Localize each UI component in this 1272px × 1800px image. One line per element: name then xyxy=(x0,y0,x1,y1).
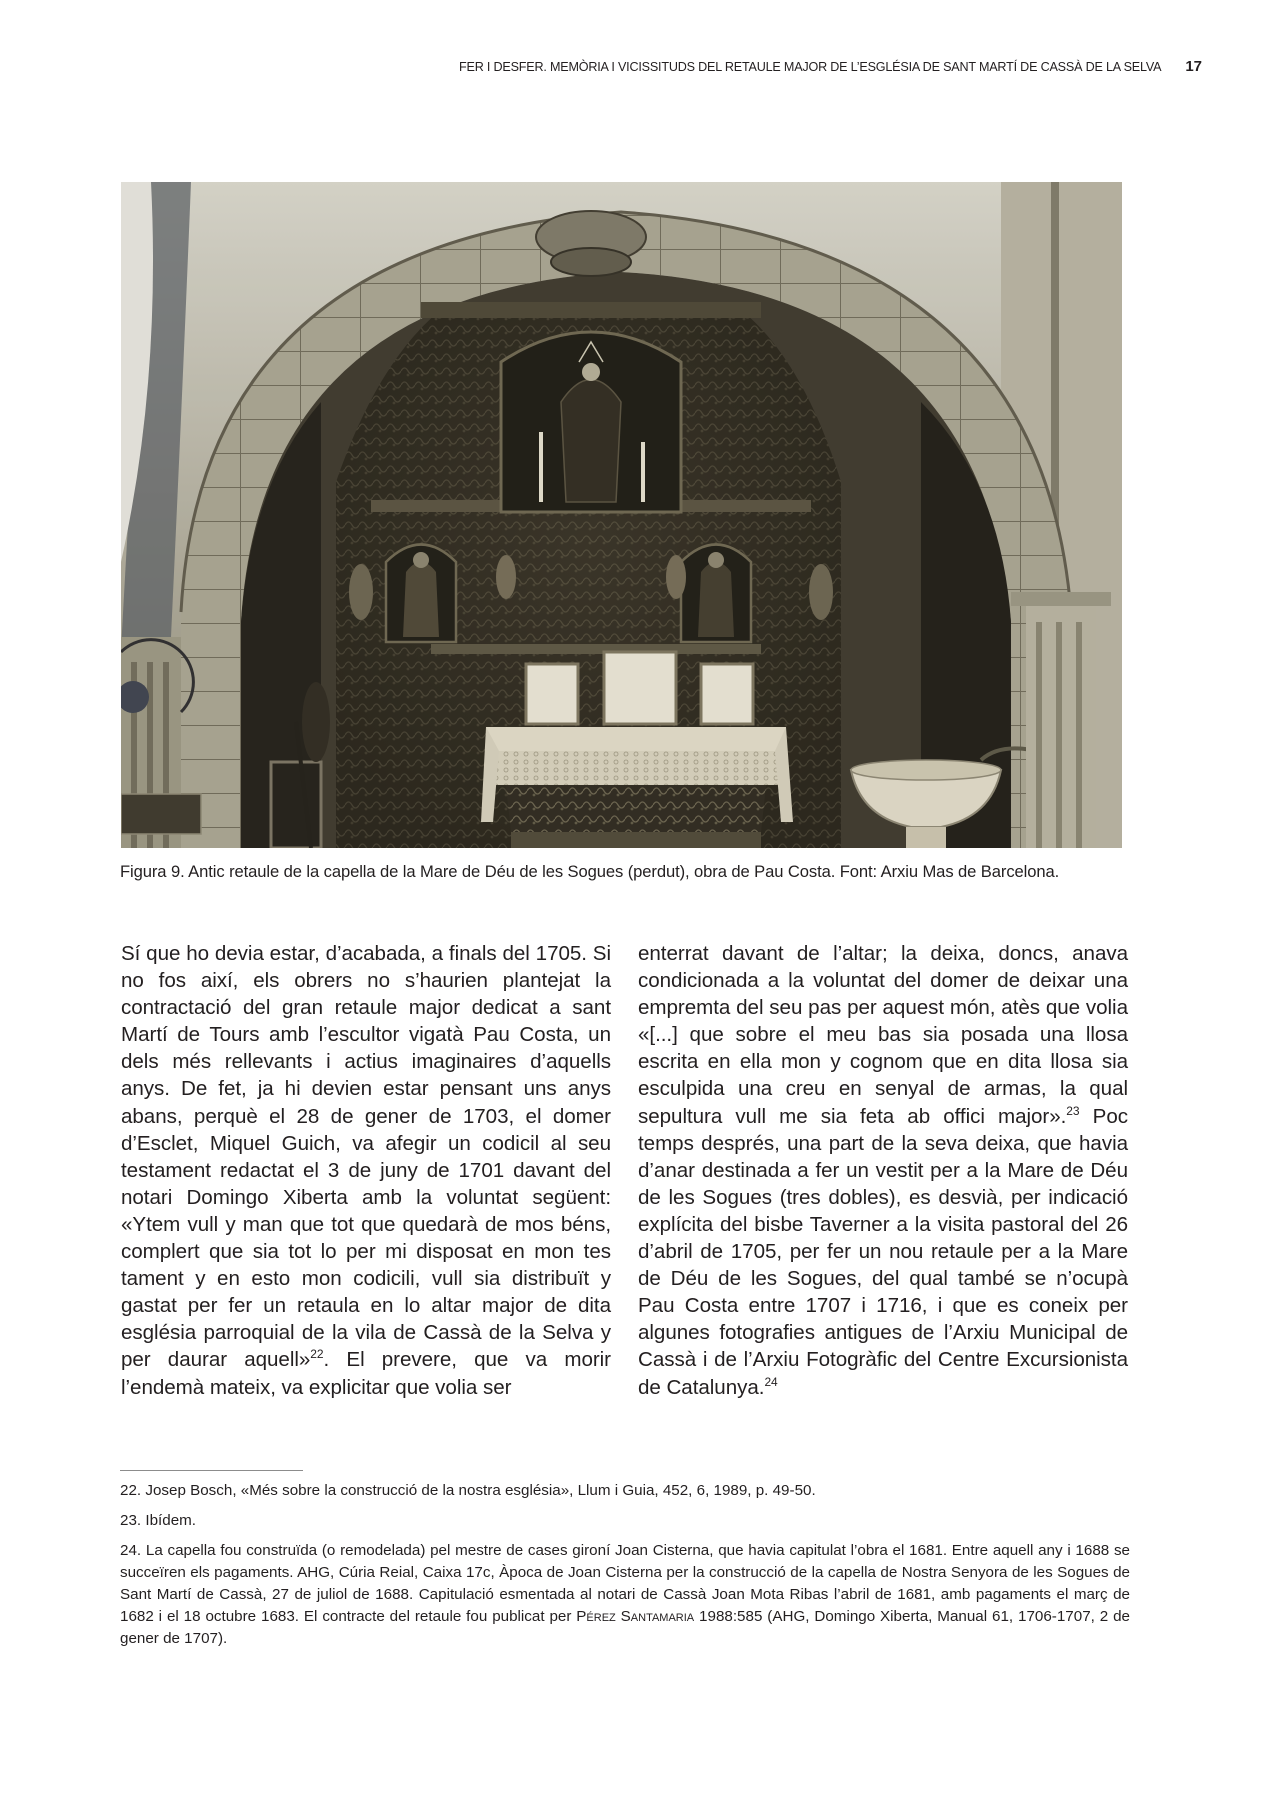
body-column-right xyxy=(638,940,1128,1401)
body-column-left xyxy=(121,940,611,1401)
footnote-22 xyxy=(120,1480,1130,1502)
running-title: FER I DESFER. MEMÒRIA I VICISSITUDS DEL RETAULE MAJOR DE L’ESGLÉSIA DE SANT MARTÍ DE CASSÀ DE LA SELVA xyxy=(459,60,1162,74)
body-paragraph xyxy=(121,940,611,1401)
figure-caption: Figura 9. Antic retaule de la capella de la Mare de Déu de les Sogues (perdut), obra de Pau Costa. Font: Arxiu Mas de Barcelona. xyxy=(120,862,1060,881)
altarpiece-photo-image xyxy=(121,182,1122,848)
body-text: enterrat davant de l’altar; la deixa, doncs, anava condicionada a la voluntat del domer de deixar una empremta del seu pas per aquest món, atès que volia «[...] que sobre el meu bas sia posada una llosa escrita en ella mon y cognom que en dita llosa sia esculpida una creu en senyal de armas, la qual sepultura vull me sia feta ab offici major». xyxy=(638,942,1128,1128)
body-text: . El prevere, que va morir l’endemà mateix, va explicitar que volia ser xyxy=(121,1348,611,1399)
figure-photo-altarpiece xyxy=(121,182,1122,848)
footnote-24 xyxy=(120,1540,1130,1650)
footnote-text-after: 1988:585 (AHG, Domingo Xiberta, Manual 61, 1706-1707, 2 de gener de 1707). xyxy=(120,1608,1130,1647)
footnote-text: Ibídem. xyxy=(145,1512,197,1529)
footnote-ref-22[interactable]: 22 xyxy=(310,1347,324,1362)
body-paragraph xyxy=(638,940,1128,1401)
footnote-text: La capella fou construïda (o remodelada) pel mestre de cases gironí Joan Cisterna, que havia capitulat l’obra el 1681. Entre aquell any i 1688 se succeïren els pagaments. AHG, Cúria Reial, Caixa 17c, Àpoca de Joan Cisterna per la construcció de la capella de Nostra Senyora de les Sogues de Sant Martí de Cassà, 27 de juliol de 1688. Capitulació esmentada al notari de Cassà Joan Mota Ribas l’abril de 1681, amb pagaments el març de 1682 i el 18 octubre 1683. El contracte del retaule fou publicat per xyxy=(120,1542,1130,1625)
body-text: Poc temps després, una part de la seva deixa, que havia d’anar destinada a fer un vestit per a la Mare de Déu de les Sogues (tres dobles), es desvià, per indicació explícita del bisbe Taverner a la visita pastoral del 26 d’abril de 1705, per fer un nou retaule per a la Mare de Déu de les Sogues, del qual també se n’ocupà Pau Costa entre 1707 i 1716, i que es coneix per algunes fotografies antigues de l’Arxiu Municipal de Cassà i de l’Arxiu Fotogràfic del Centre Excursionista de Catalunya. xyxy=(638,1104,1128,1399)
footnote-23 xyxy=(120,1510,1130,1532)
footnote-number: 24. xyxy=(120,1542,142,1559)
footnote-author-smallcaps: Pérez Santamaria xyxy=(576,1608,695,1625)
body-text: Sí que ho devia estar, d’acabada, a finals del 1705. Si no fos així, els obrers no s’haurien plantejat la contractació del gran retaule major dedicat a sant Martí de Tours amb l’escultor vigatà Pau Costa, un dels més rellevants i actius imaginaires d’aquells anys. De fet, ja hi devien estar pensant uns anys abans, perquè el 28 de gener de 1703, el domer d’Esclet, Miquel Guich, va afegir un codicil al seu testament redactat el 3 de juny de 1701 davant del notari Domingo Xiberta amb la voluntat següent: «Ytem vull y man que tot que quedarà de mos béns, complert que sia tot lo per mi disposat en mon tes tament y en esto mon codicili, vull sia distribuït y gastat per fer un retaula en lo altar major de dita església parroquial de la vila de Cassà de la Selva y per daurar aquell» xyxy=(121,942,611,1372)
footnote-divider xyxy=(120,1470,303,1471)
footnote-text: Josep Bosch, «Més sobre la construcció de la nostra església», Llum i Guia, 452, 6, 1989, p. 49-50. xyxy=(145,1482,816,1499)
footnote-number: 23. xyxy=(120,1512,142,1529)
page-number: 17 xyxy=(1185,58,1202,75)
running-head xyxy=(120,58,1202,75)
footnote-number: 22. xyxy=(120,1482,142,1499)
footnote-ref-23[interactable]: 23 xyxy=(1066,1103,1080,1118)
footnotes xyxy=(120,1480,1130,1658)
footnote-ref-24[interactable]: 24 xyxy=(764,1374,778,1389)
